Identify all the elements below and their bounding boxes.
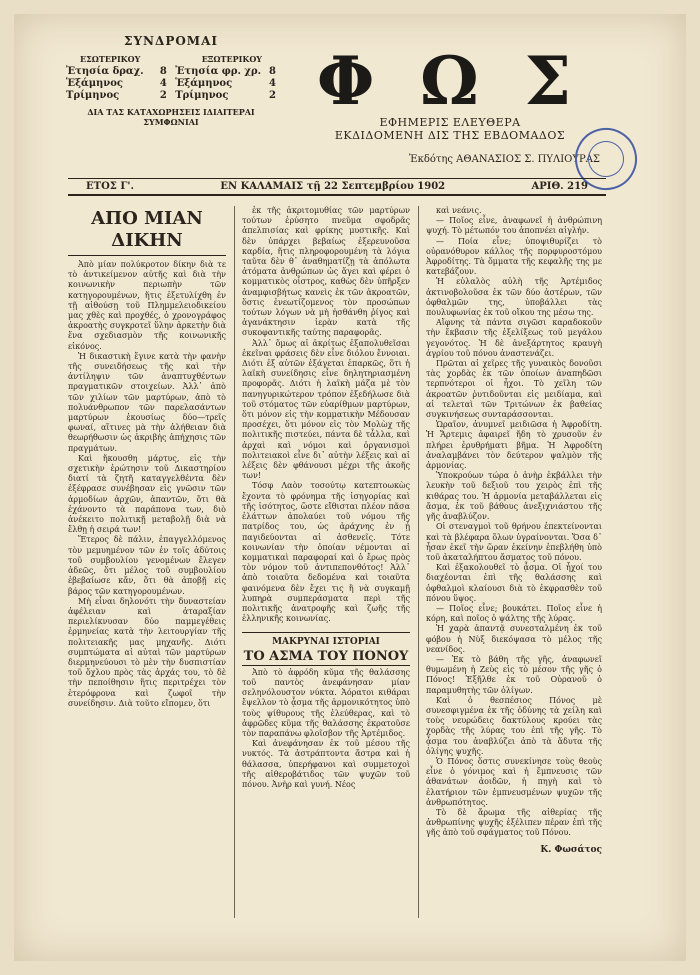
article-paragraph: Μὴ εἶναι δηλονότι τὴν δυναστείαν ἀφέλειαν καὶ ἀταραξίαν περιελίκνυσαν δύο παμμεγέθεις ἐρμηνείας κατὰ τὴν λειτουργίαν τῆς πολιτειακῆς μας μηχανῆς. Διότι συμπτώματα αἱ αὐταὶ τῶν μαρτύρων διερμηνεύουσι τὸ μὲν τὴν δυσπιστίαν τοῦ ὄχλου πρὸς τὰς ἀρχάς του, τὸ δὲ τὴν πεποίθησιν ἥτις περιτρέχει τὸν ἑτερόφρονα καὶ ζωφοῖ τὴν συνείδησιν. Διὰ τοῦτο εἴπομεν, ὅτι [68,596,226,708]
story-paragraph: Καὶ ἀνεφάνησαν ἐκ τοῦ μέσου τῆς νυκτός. Τὰ ἀστράπτοντα ἄστρα καὶ ἡ θάλασσα, ὑπερήφανοι καὶ συμμετοχοὶ τῆς αἰθεροβάτιδος τῶν ψυχῶν τοῦ πόνου. Ἀνὴρ καὶ γυνή. Νέος [242,739,410,789]
story-paragraph: — Ἐκ τὸ βάθη τῆς γῆς, ἀναφωνεῖ θυμωμένη ἡ Ζεὺς εἰς τὸ μέσον τῆς γῆς ὁ Πόνος! Ἐξῆλθε ἐκ τοῦ Οὐρανοῦ ὁ παραμυθητὴς τῶν ὀλίγων. [426,654,602,695]
article-paragraph: Ἀπὸ μίαν πολύκροτον δίκην διὰ τε τὸ ἀντικείμενον αὐτῆς καὶ διὰ τὴν κοινωνικὴν περιωπὴν τῶν κατηγορουμένων, ἥτις ἐξετυλίχθη ἐν τῇ αἰθούσῃ τοῦ Πλημμελειοδικείου μας χθὲς καὶ προχθές, ὁ χρονογράφος ἀκροατὴς συγκροτεῖ ὕλην ἀρκετὴν διὰ ἕνα σχεδιασμὸν τῆς κοινωνικῆς εἰκόνος. [68,260,226,351]
story-paragraph: Ἀπὸ τὸ ἀφρόδη κῦμα τῆς θαλάσσης τοῦ παντὸς ἀνεφάνησαν μίαν σεληνόλουστον νύκτα. Ἀόρατοι κιθάραι ἔψελλον τὸ ᾆσμα τῆς ἀρμονικότητος ὑπὸ τοὺς ψίθυρους τῆς ἐλεύθερας, καὶ τὸ ἀφρῶδες κῦμα τῆς θαλάσσης ἐκρατοῦσε τὸν παραπάνω φλοῖσβον τῆς Ἀρτέμιδος. [242,667,410,738]
story-paragraph: Πρῶται αἱ χεῖρες τῆς γυναικὸς δονοῦσι τὰς χορδὰς ἐκ τῶν ὁποίων ἀναπηδῶσι τερπνότεροι οἱ ἦχοι. Τὸ χεῖλη τῶν ἀκροατῶν ῥυτιδοῦνται εἰς μειδίαμα, καὶ αἱ τελεταὶ τῶν Τριτώνων ἐκ βαθείας συγκινήσεως συνταράσσονται. [426,359,602,420]
story-paragraph: Ἡ εὐλαλὸς αὐλὴ τῆς Ἀρτέμιδος ἀκτινοβολοῦσα ἐκ τῶν δύο ἀστέρων, τῶν ὀφθαλμῶν της, ὑποβάλλει τὰς πουλυφωνίας ἐκ τοῦ οἴκου της μέσω της. [426,277,602,318]
author-signature: Κ. Φωσάτος [540,844,602,855]
story-paragraph: — Ποῖος εἶνε, ἀναφωνεῖ ἡ ἀνθρώπινη ψυχή. Τὸ μέτωπόν του ἀποπνέει αἰγλήν. [426,216,602,236]
stamp-inner-ring [584,137,628,181]
rate-row: 8 Ἐτησία φρ. χρ. [175,66,276,77]
logo-letter: Φ [316,42,375,120]
story-paragraph: Ὡραῖον, ἀνυμνεῖ μειδιῶσα ἡ Ἀφροδίτη. Ἡ Ἄρτεμις ἀφαιρεῖ ἤδη τὸ χρυσοῦν ἐν πλήρει ἐρυθρήματι βῆμα. Ἡ Ἀφροδίτη ἀναλαμβάνει τὸν δεύτερον ψαλμὸν τῆς ἁρμονίας. [426,420,602,471]
domestic-rates [66,66,167,102]
rate-row: 8 Ἐτησία δραχ. [66,66,167,77]
year-label: ΕΤΟΣ Γ'. [86,181,134,192]
section-label: ΜΑΚΡΥΝΑΙ ΙΣΤΟΡΙΑΙ [242,632,410,647]
article-paragraph: Τόσφ Λαὸν τοσούτῳ κατεπτοωκὼς ἔχοντα τὸ φρόνημα τῆς ἰσηγορίας καὶ τῆς ἰσότητος, ὥστε εἴθισται πλέον πᾶσα ἐλάττων ἀπολαύει τοῦ νόμου τῆς πατρίδος του, ὡς ἀράχνης ἐν ᾗ παγιδεύονται αἱ ἀσθενεῖς. Τότε κοινωνίαν τὴν ὁποίαν νέμονται αἱ κομματικαὶ παραφοραί καὶ ὁ ἔρως πρὸς τὸν νόμον τοῦ ἀντιπεπονθότος! Ἀλλ᾽ ἀπὸ τοιαῦτα δεδομένα καὶ τοιαῦτα φαινόμενα δὲν ἔχει τις ἢ νὰ συγκαμῇ λυπηρὰ συμπεράσματα περὶ τῆς πολιτικῆς ἀνατροφῆς καὶ ζωῆς τῆς ἑλληνικῆς κοινωνίας. [242,481,410,624]
article-paragraph: Ἡ δικαστικὴ ἔγινε κατὰ τὴν φανὴν τῆς συνειδήσεως τῆς καὶ τὴν ἀντίληψιν τῶν ἀναπτυχθέντων πραγματικῶν στοιχείων. Ἀλλ᾽ ἀπὸ τῶν χιλίων τῶν μαρτύρων, ἀπὸ τὸ πολυάνθρωπον τῶν παρελασάντων μαρτύρων ἐκουσίως δύο—τρεῖς φωναί, αἵτινες μὰ τὴν ἀλήθειαν διὰ θεωρήθωσιν ὡς ἀκριβὴς ἀπήχησις τῶν πραγμάτων. [68,351,226,453]
foreign-label: ΕΞΩΤΕΡΙΚΟΥ [201,54,262,64]
story-paragraph: Αἴφνης τὰ πάντα σιγῶσι καραδοκοῦν τὴν ἔκβασιν τῆς ἐξελίξεως τοῦ μεγάλου γεγονότος. Ἡ δὲ ἀνεξάρτητος κραυγὴ ἀγρίου τοῦ πόνου ἀναστενάζει. [426,318,602,358]
article-paragraph: Ἀλλ᾽ ὅμως αἱ ἀκρίτως ἐξαπολυθεῖσαι ἐκεῖναι φράσεις δὲν εἶνε διόλου ἔννοιαι. Διότι ἐξ αὐτῶν ἐξάγεται ἐπαρκῶς, ὅτι ἡ λαϊκὴ συνείδησις εἶνε δηλητηριασμένη προφορᾶς. Διότι ἡ λαϊκὴ μάζα μὲ τὸν πανηγυρικώτερον τρόπον ἐξεδήλωσε διὰ τοῦ στόματος τῶν εὐαρίθμων μαρτύρων, ὅτι μόνον εἰς τὴν κομματικὴν Μέδουσαν προσέχει, ὅτι μόνον εἰς τὸν Μολὼχ τῆς πολιτικῆς πιστεύει, πάντα δὲ τἆλλα, καὶ ἀρχαὶ καὶ νόμοι καὶ ὀργανισμοὶ πολιτειακοὶ εἶνε δι᾽ αὐτὴν λέξεις καὶ αἱ λέξεις δὲν φθάνουσι μέχρι τῆς ἀκοῆς των! [242,338,410,481]
article-paragraph: Ἕτερος δὲ πάλιν, ἐπαγγελλόμενος τὸν μεμυημένον τῶν ἐν τοῖς ἀδύτοις τοῦ συμβουλίου γενομένων ἔλεγεν ἀδεῶς, ὅτι μέλος τοῦ συμβουλίου ἐβεβαίωσε κἄν, ὅτι θὰ ἀποβῇ εἰς βάρος τῶν κατηγορουμένων. [68,535,226,596]
rate-row: 4 Ἑξάμηνος [66,78,167,89]
subscription-rates [66,66,276,102]
rate-row: 2 Τρίμηνος [175,90,276,101]
rate-row: 2 Τρίμηνος [66,90,167,101]
article-headline: ΑΠΟ ΜΙΑΝ ΔΙΚΗΝ [68,208,226,256]
article-paragraph: ἐκ τῆς ἀκριτομυθίας τῶν μαρτύρων τούτων ἐρύσητο πνεῦμα σφοδρᾶς ἀπελπισίας καὶ φρίκης μυστικῆς. Καὶ δὲν ὑπάρχει βεβαίως ἐξερευνοῦσα καρδία, ἥτις πληροφορουμένη τὰ λόγια ταῦτα δὲν θ᾽ ἀναθηματίζῃ τὰ ἀπόλωτα ἀτόματα ἀνθρώπων ὡς ἄγει καὶ φέρει ὁ κομματικὸς οἶστρος, καθὼς δὲν ὑπῆρξεν ἀναμφισβήτως κανεὶς ἐκ τῶν ἀκροατῶν, ὅστις ἐνεωτίζομενος τὸν προσώπων τούτων λόγων νὰ μὴ ἠσθάνθη ῥίγος καὶ ἀγανάκτησιν ἱερὰν κατὰ τῆς συκοφαντικῆς ταύτης παραφορᾶς. [242,206,410,338]
logo-letter: Ω [420,42,479,120]
rate-row: 4 Ἑξάμηνος [175,78,276,89]
subscriptions-headers [66,54,276,64]
story-paragraph: Ὑποκρούων τώρα ὁ ἀνὴρ ἐκβάλλει τὴν λευκὴν τοῦ δεξιοῦ του χειρὸς ἐπὶ τῆς κιθάρας του. Ἡ ἁρμονία μεταβάλλεται εἰς ἄσμα, ἐκ τοῦ βάθους ἀνεξιχνιάστου τῆς γῆς ἀναβλύζον. [426,471,602,522]
logo-letter: Σ [524,42,572,120]
story-paragraph: Ὁ Πόνος ὅστις συνεκίνησε τοὺς θεοὺς εἶνε ὁ γόνιμος καὶ ἡ ἔμπνευσις τῶν ἀθανάτων ἀοιδῶν, ἡ πηγὴ καὶ τὸ ἐλατήριον τῶν ἐμπνευσμένων ψυχῶν τῆς ἀνθρωπότητος. [426,756,602,807]
issue-number: ΑΡΙΘ. 219 [531,181,588,192]
story-title: ΤΟ ΑΣΜΑ ΤΟΥ ΠΟΝΟΥ [242,652,410,666]
column-1 [68,206,226,709]
story-paragraph: Ἡ χαρὰ ἀπαντᾷ συνεσταλμένη ἐκ τοῦ φόβου ἡ Νὺξ διεκόψασα τὸ μέλος τῆς νεανίδος. [426,624,602,654]
column-2 [242,206,410,790]
masthead-subtitle: ΕΦΗΜΕΡΙΣ ΕΛΕΥΘΕΡΑ ΕΚΔΙΔΟΜΕΝΗ ΔΙΣ ΤΗΣ ΕΒΔΟΜΑΔΟΣ [334,116,566,142]
domestic-label: ΕΣΩΤΕΡΙΚΟΥ [80,54,141,64]
newspaper-logo [294,42,594,120]
publisher-line: Ἐκδότης ΑΘΑΝΑΣΙΟΣ Σ. ΠΥΛΙΟΥΡΑΣ [409,154,600,165]
story-paragraph: Καὶ ἐξακολουθεῖ τὸ ᾆσμα. Οἱ ἦχοί του διαχέονται ἐπὶ τῆς θαλάσσης καὶ ὀφθαλμοὶ κλαίουσι διὰ τὸ ἐκφρασθὲν τοῦ πόνου ὕψος. [426,563,602,603]
story-paragraph: — Ποῖος εἶνε; βουκάτει. Ποῖος εἶνε ἡ κόρη, καὶ ποῖος ὁ ψάλτης τῆς λύρας. [426,603,602,624]
foreign-rates [175,66,276,102]
story-paragraph: Οἱ στεναγμοὶ τοῦ θρήνου ἐπεκτείνονται καὶ τὰ βλέφαρα ὅλων ὑγραίνονται. Ὅσα δ᾽ ἦσαν ἐκεῖ τὴν ὥραν ἐκείνην ἐπεβλήθη ὑπὸ τοῦ ἀκαταλήπτου ἄσματος τοῦ πόνου. [426,522,602,562]
advertising-note: ΔΙΑ ΤΑΣ ΚΑΤΑΧΩΡΗΣΕΙΣ ΙΔΙΑΙΤΕΡΑΙ ΣΥΜΦΩΝΙΑΙ [87,107,255,127]
column-3 [426,206,602,855]
story-paragraph: Καὶ ὁ θεσπέσιος Πόνος μὲ συνεσφιγμένα ἐκ τῆς ὀδύνης τὰ χείλη καὶ τοὺς νευρώδεις δακτύλους κρούει τὰς χορδὰς τῆς λύρας του ἐπὶ τῆς γῆς. Τὸ ᾆσμα του ἀναβλύζει ἀπὸ τὰ ἄδυτα τῆς ὀλίγης ψυχῆς. [426,695,602,756]
story-paragraph: Τὸ δὲ ἄρωμα τῆς αἰθερίας τῆς ἀνθρωπίνης ψυχῆς ἐξέλιπεν πέραν ἐπὶ τῆς γῆς ἀπὸ τοῦ σφάγματος τοῦ Πόνου. [426,807,602,838]
article-paragraph: Καὶ ἤκουσθη μάρτυς, εἰς τὴν σχετικὴν ἐρώτησιν τοῦ Δικαστηρίου διατί τὰ ζητῆ καταγγελθέντα δὲν ἐξέφρασε συνέβησαν εἰς γνῶσιν τῶν ἁρμοδίων ἀρχῶν, ἀπαντῶν, ὅτι θὰ ἐχάνοντο τὰ παράπονα των, διὸ ἀνέκειτο πολιτικῇ μεταβολῇ διὰ νὰ ἔλθῃ ἡ σειρά των! [68,453,226,535]
place-date: ΕΝ ΚΑΛΑΜΑΙΣ τῇ 22 Σεπτεμβρίου 1902 [220,181,446,192]
column-rule [234,206,235,918]
column-rule [418,206,419,918]
story-paragraph: καὶ νεάνις. [436,206,482,215]
dateline-bar [68,178,606,196]
subscriptions-title: ΣΥΝΔΡΟΜΑΙ [123,34,218,48]
story-paragraph: — Ποία εἶνε; ὑποψιθυρίζει τὸ οὐρανόθυρον κάλλος τῆς πορφυροστόμου Ἀφροδίτης. Τὰ ὄμματα τῆς κεφαλῆς της με κατεβάζουν. [426,236,602,277]
subscriptions-box [66,34,276,127]
